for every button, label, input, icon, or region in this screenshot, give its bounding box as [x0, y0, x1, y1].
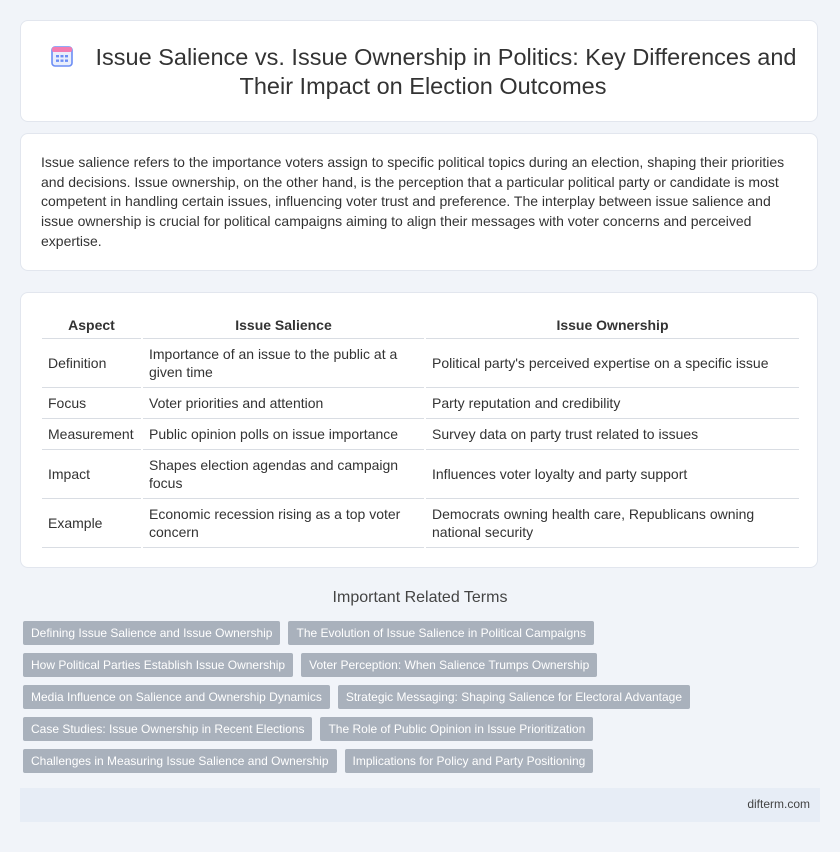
table-cell-aspect: Impact [42, 450, 142, 499]
page-title: Issue Salience vs. Issue Ownership in Politics: Key Differences and Their Impact on Election Outcomes [95, 44, 797, 99]
intro-paragraph: Issue salience refers to the importance voters assign to specific political topics during an election, shaping their priorities and decisions. Issue ownership, on the other hand, is the perception that a particular political party or candidate is most competent in handling certain issues, influencing voter trust and preference. The interplay between issue salience and issue ownership is crucial for political campaigns aiming to align their messages with voter concerns and perceived expertise. [41, 154, 785, 249]
related-term-tag[interactable]: Challenges in Measuring Issue Salience and Ownership [23, 749, 337, 773]
table-row [42, 388, 799, 419]
table-cell-salience: Importance of an issue to the public at a given time [142, 339, 425, 388]
table-cell-salience: Public opinion polls on issue importance [142, 419, 425, 450]
header-issue-ownership: Issue Ownership [425, 312, 799, 339]
table-cell-ownership: Democrats owning health care, Republicans owning national security [425, 499, 799, 548]
related-term-tag[interactable]: Defining Issue Salience and Issue Ownership [23, 621, 280, 645]
related-term-tag[interactable]: How Political Parties Establish Issue Ownership [23, 653, 293, 677]
footer [20, 788, 820, 822]
page-title-wrap [45, 43, 801, 101]
related-term-tag[interactable]: The Evolution of Issue Salience in Political Campaigns [288, 621, 594, 645]
table-cell-ownership: Political party's perceived expertise on a specific issue [425, 339, 799, 388]
related-term-tag[interactable]: Strategic Messaging: Shaping Salience for Electoral Advantage [338, 685, 690, 709]
table-row [42, 450, 799, 499]
table-cell-aspect: Definition [42, 339, 142, 388]
table-cell-salience: Voter priorities and attention [142, 388, 425, 419]
table-row [42, 419, 799, 450]
table-cell-ownership: Party reputation and credibility [425, 388, 799, 419]
table-cell-salience: Economic recession rising as a top voter concern [142, 499, 425, 548]
footer-site-link[interactable]: difterm.com [747, 797, 810, 811]
table-row [42, 339, 799, 388]
header-issue-salience: Issue Salience [142, 312, 425, 339]
related-terms-title: Important Related Terms [332, 589, 508, 606]
related-term-tag[interactable]: Media Influence on Salience and Ownership Dynamics [23, 685, 330, 709]
related-term-tag[interactable]: Implications for Policy and Party Positioning [345, 749, 594, 773]
related-term-tag[interactable]: Voter Perception: When Salience Trumps Ownership [301, 653, 597, 677]
calendar-icon [50, 44, 74, 68]
table-cell-aspect: Focus [42, 388, 142, 419]
table-cell-aspect: Example [42, 499, 142, 548]
comparison-table [42, 312, 799, 548]
related-term-tag[interactable]: Case Studies: Issue Ownership in Recent Elections [23, 717, 312, 741]
related-term-tag[interactable]: The Role of Public Opinion in Issue Prioritization [320, 717, 593, 741]
table-cell-aspect: Measurement [42, 419, 142, 450]
related-terms-list [23, 621, 813, 781]
title-card [20, 20, 818, 122]
table-header-row [42, 312, 799, 339]
table-cell-salience: Shapes election agendas and campaign focus [142, 450, 425, 499]
table-cell-ownership: Survey data on party trust related to issues [425, 419, 799, 450]
intro-card [20, 133, 818, 271]
comparison-card [20, 292, 818, 568]
header-aspect: Aspect [42, 312, 142, 339]
table-cell-ownership: Influences voter loyalty and party support [425, 450, 799, 499]
table-row [42, 499, 799, 548]
